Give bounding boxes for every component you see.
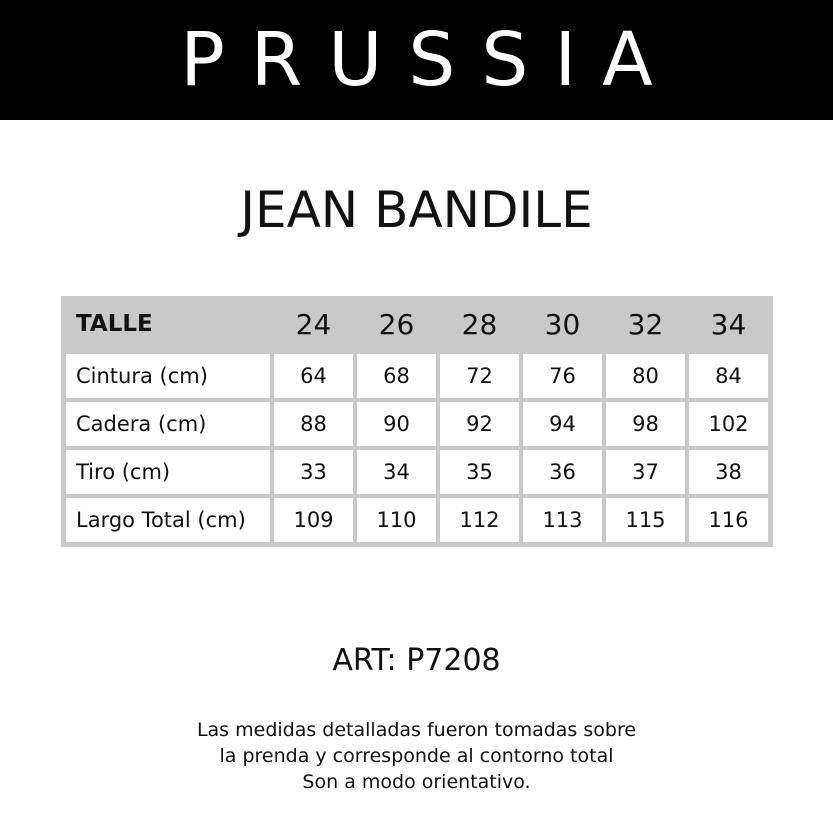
table-cell: 35	[438, 448, 521, 496]
table-cell: 116	[687, 496, 770, 544]
table-cell: 36	[521, 448, 604, 496]
table-header-row	[64, 296, 770, 352]
size-header-cell: 34	[687, 296, 770, 352]
table-cell: 113	[521, 496, 604, 544]
brand-header	[0, 0, 833, 120]
table-cell: 84	[687, 352, 770, 400]
table-cell: 98	[604, 400, 687, 448]
table-cell: 115	[604, 496, 687, 544]
size-header-cell: 24	[272, 296, 355, 352]
table-cell: 34	[355, 448, 438, 496]
note-line: la prenda y corresponde al contorno total	[219, 745, 614, 767]
table-cell: 94	[521, 400, 604, 448]
table-row-cadera	[64, 400, 770, 448]
article-code: ART: P7208	[332, 643, 501, 678]
table-cell: 64	[272, 352, 355, 400]
table-cell: 90	[355, 400, 438, 448]
table-cell: 110	[355, 496, 438, 544]
row-label: Cadera (cm)	[64, 400, 272, 448]
table-cell: 37	[604, 448, 687, 496]
size-header-cell: 30	[521, 296, 604, 352]
size-header-cell: 32	[604, 296, 687, 352]
table-row-largo-total	[64, 496, 770, 544]
table-cell: 72	[438, 352, 521, 400]
table-cell: 33	[272, 448, 355, 496]
measurement-note	[0, 717, 833, 795]
table-cell: 109	[272, 496, 355, 544]
note-line: Son a modo orientativo.	[302, 771, 531, 793]
size-header-label: TALLE	[64, 296, 272, 352]
table-cell: 76	[521, 352, 604, 400]
size-header-cell: 28	[438, 296, 521, 352]
note-line: Las medidas detalladas fueron tomadas sobre	[196, 719, 637, 741]
row-label: Cintura (cm)	[64, 352, 272, 400]
product-title: JEAN BANDILE	[240, 181, 593, 239]
size-header-cell: 26	[355, 296, 438, 352]
table-row-cintura	[64, 352, 770, 400]
table-cell: 88	[272, 400, 355, 448]
table-cell: 80	[604, 352, 687, 400]
table-cell: 92	[438, 400, 521, 448]
size-chart-table	[61, 296, 773, 547]
table-row-tiro	[64, 448, 770, 496]
table-cell: 102	[687, 400, 770, 448]
table-cell: 38	[687, 448, 770, 496]
table-cell: 112	[438, 496, 521, 544]
row-label: Largo Total (cm)	[64, 496, 272, 544]
row-label: Tiro (cm)	[64, 448, 272, 496]
table-cell: 68	[355, 352, 438, 400]
brand-logo-text: PRUSSIA	[180, 17, 679, 103]
